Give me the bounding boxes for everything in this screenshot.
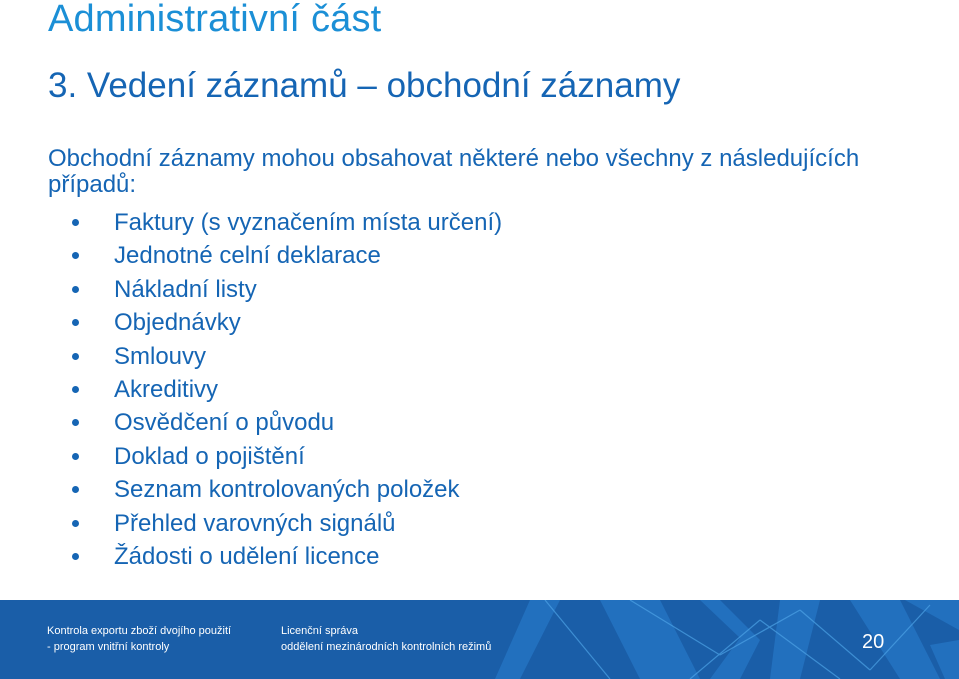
list-item (72, 239, 502, 272)
bullet-icon (72, 386, 79, 393)
footer-mid-line1: Licenční správa (281, 625, 359, 637)
bullet-icon (72, 419, 79, 426)
list-item (72, 473, 502, 506)
bullet-icon (72, 286, 79, 293)
footer-network-pattern-icon (0, 600, 959, 679)
list-item-text: Přehled varovných signálů (114, 509, 396, 537)
list-item-text: Akreditivy (114, 375, 219, 403)
list-item (72, 206, 502, 239)
list-item (72, 373, 502, 406)
footer-left-line1: Kontrola exportu zboží dvojího použití (47, 625, 232, 637)
list-item-text: Žádosti o udělení licence (114, 542, 380, 570)
footer-left-line2: - program vnitřní kontroly (47, 641, 170, 653)
list-item-text: Osvědčení o původu (114, 409, 335, 437)
bullet-icon (72, 319, 79, 326)
section-subtitle: 3. Vedení záznamů – obchodní záznamy (48, 66, 681, 105)
list-item (72, 273, 502, 306)
list-item (72, 540, 502, 573)
list-item (72, 406, 502, 439)
list-item (72, 340, 502, 373)
list-item-text: Smlouvy (114, 342, 207, 370)
list-item-text: Nákladní listy (114, 275, 257, 303)
bullet-icon (72, 553, 79, 560)
bullet-icon (72, 486, 79, 493)
page-number: 20 (862, 631, 885, 653)
list-item (72, 306, 502, 339)
bullet-list (72, 206, 502, 573)
list-item-text: Faktury (s vyznačením místa určení) (114, 209, 503, 236)
page-title: Administrativní část (48, 0, 382, 40)
list-item-text: Seznam kontrolovaných položek (114, 476, 460, 504)
list-item-text: Jednotné celní deklarace (114, 242, 381, 270)
bullet-icon (72, 353, 79, 360)
bullet-icon (72, 453, 79, 460)
list-item-text: Objednávky (114, 309, 241, 337)
bullet-icon (72, 252, 79, 259)
intro-text: Obchodní záznamy mohou obsahovat některé nebo všechny z následujících případů: (48, 145, 860, 198)
bullet-icon (72, 219, 79, 226)
list-item (72, 440, 502, 473)
bullet-icon (72, 520, 79, 527)
list-item-text: Doklad o pojištění (114, 442, 305, 470)
footer-mid-line2: oddělení mezinárodních kontrolních režimů (281, 641, 492, 653)
footer-bar (0, 600, 959, 679)
list-item (72, 507, 502, 540)
